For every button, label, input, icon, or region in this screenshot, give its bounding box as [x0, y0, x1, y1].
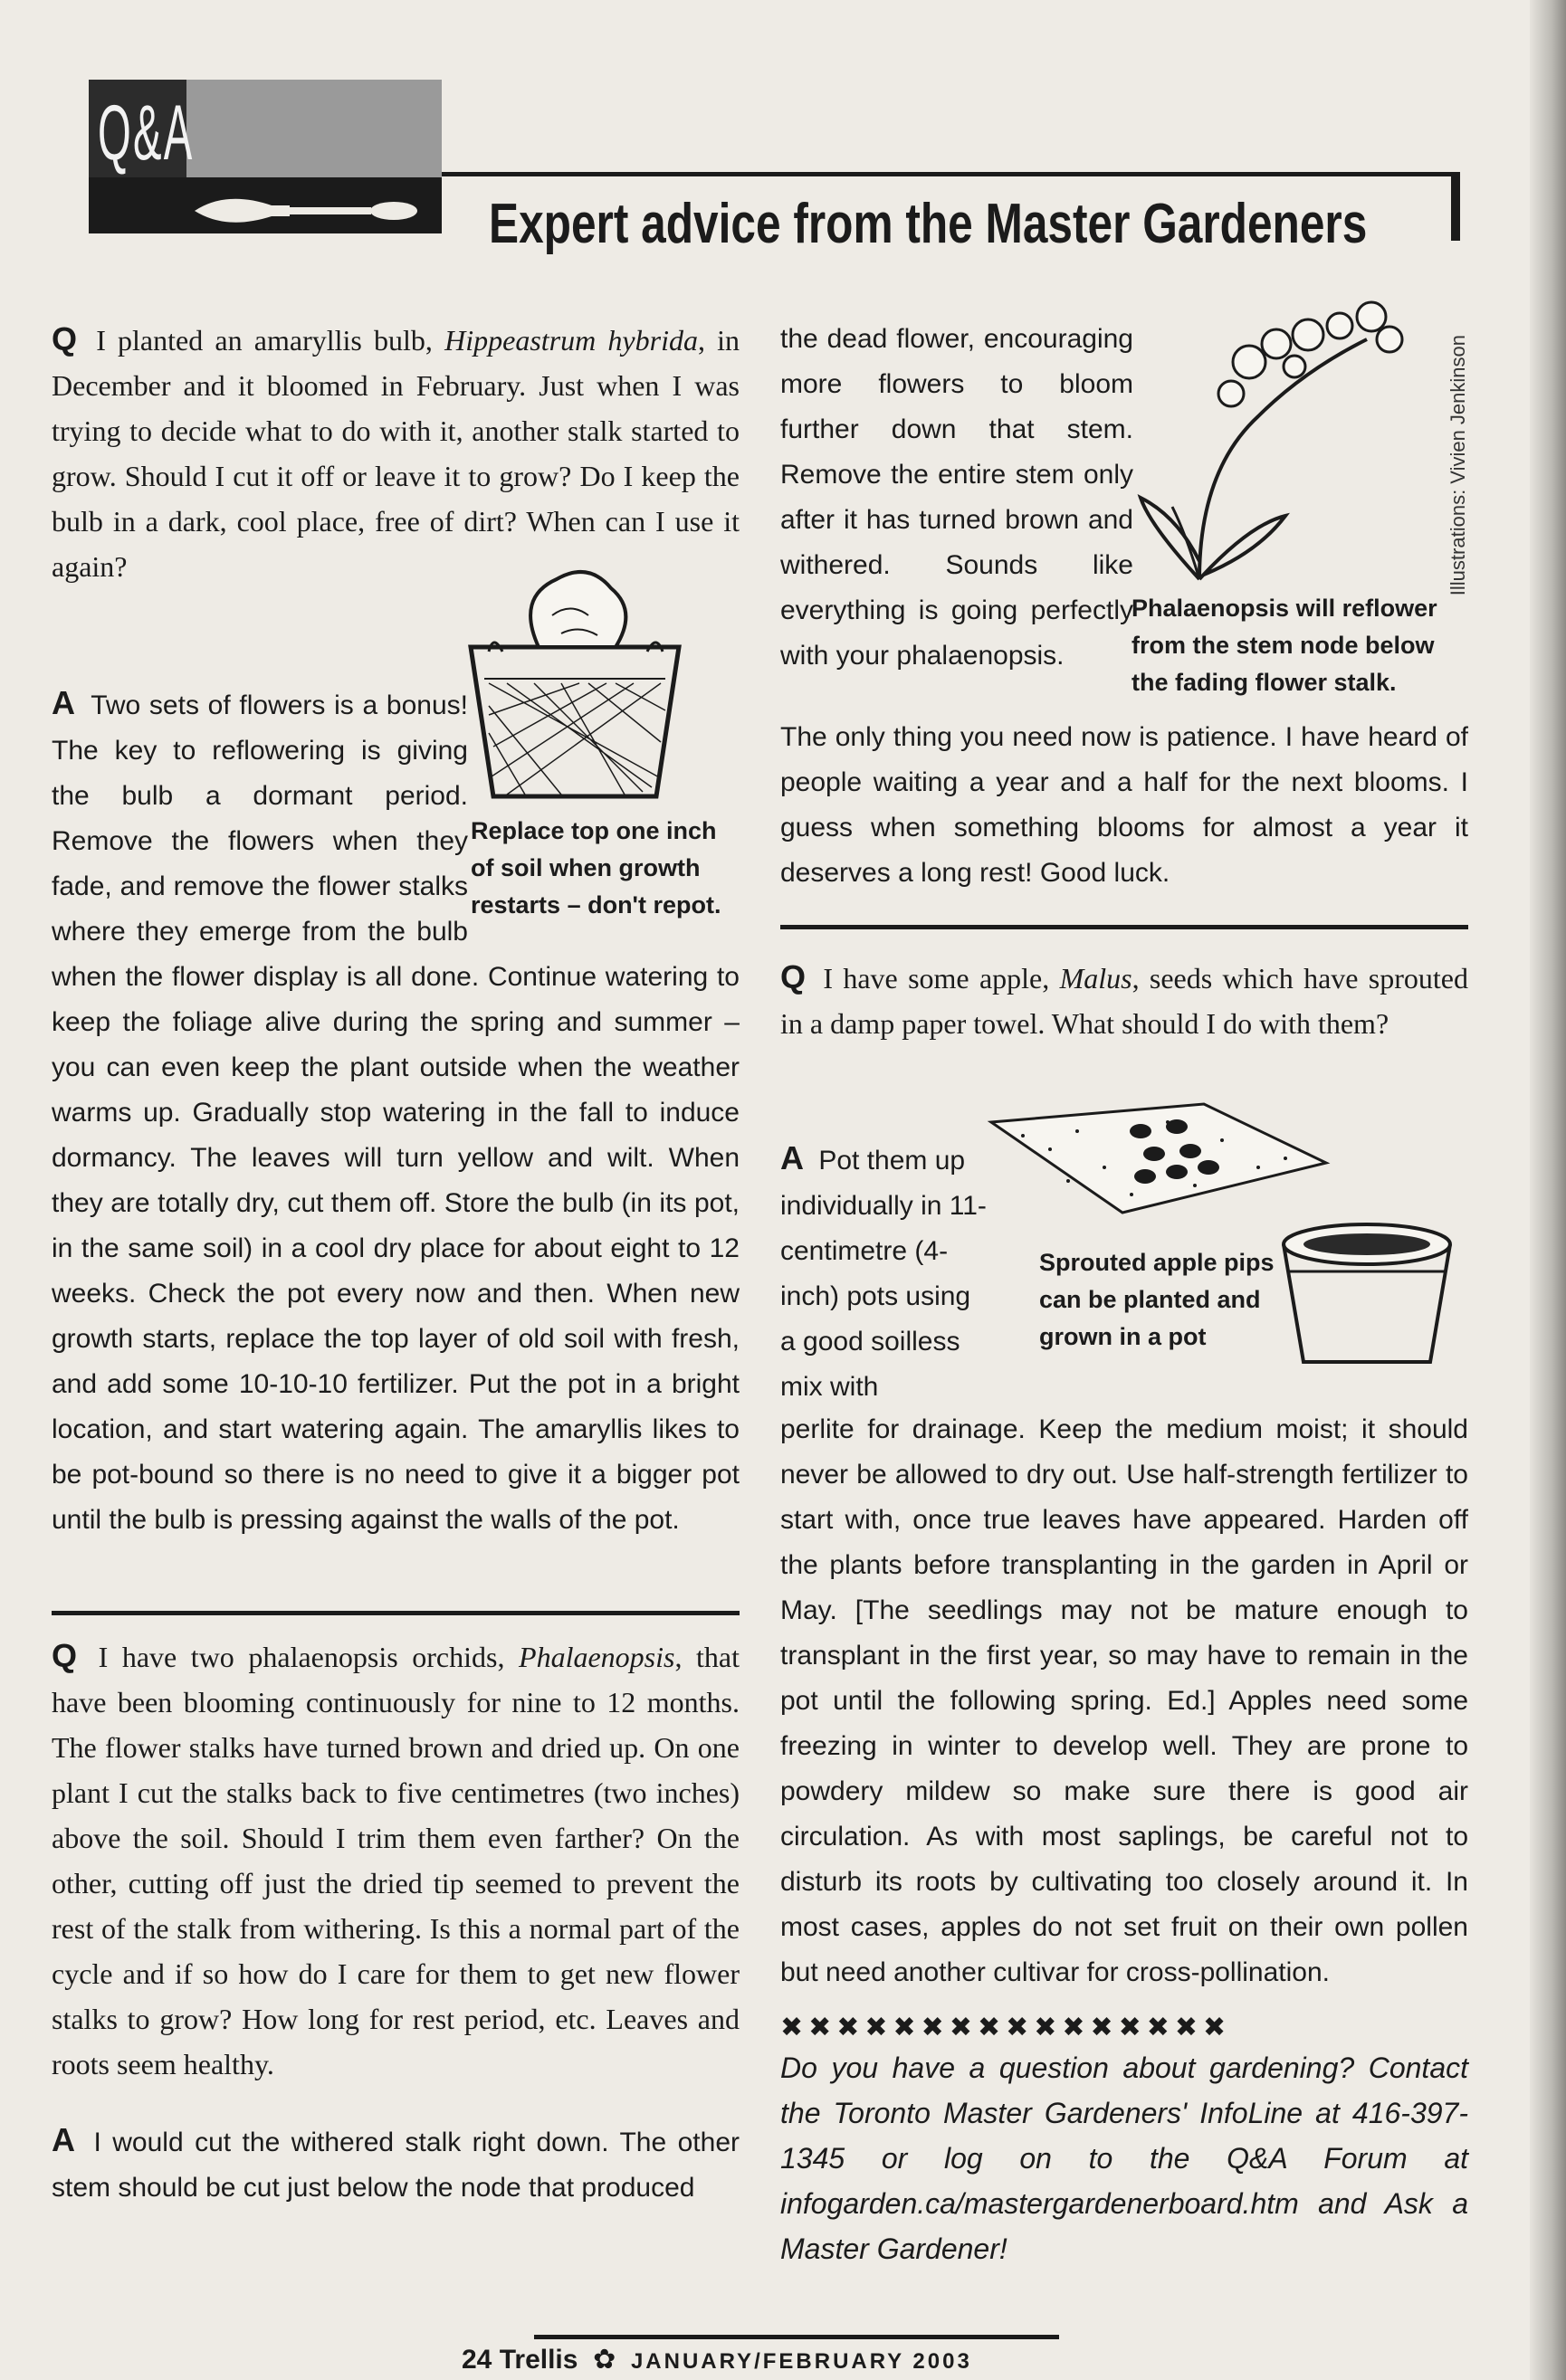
question-2-label: Q [52, 1637, 78, 1674]
question-2-block [52, 1633, 740, 2211]
question-1-text-a: I planted an amaryllis bulb, [96, 324, 433, 357]
illustration-credit: Illustrations: Vivien Jenkinson [1447, 335, 1469, 596]
question-3-block [780, 955, 1468, 1046]
ornament-row: ✖✖✖✖✖✖✖✖✖✖✖✖✖✖✖✖ [780, 2012, 1232, 2043]
question-3-text-b: , seeds which have sprouted in a damp paper towel. What should I do with them? [780, 962, 1468, 1040]
answer-2-label: A [52, 2121, 75, 2158]
answer-3-text-2: perlite for drainage. Keep the medium moist; it should never be allowed to dry out. Use half-strength fertilizer to start with, once true leaves have appeared. Harden off the plants before transplanting in the garden in April or May. [The seedlings may not be mature enough to transplant in the first year, so may have to remain in the pot until the following spring. Ed.] Apples need some freezing in winter to develop well. They are prone to powdery mildew so make sure there is good air circulation. As with most saplings, be careful not to disturb its roots by cultivating too closely around it. In most cases, apples do not set fruit on their own pollen but need another cultivar for cross-pollination. [780, 1414, 1468, 1987]
question-1-label: Q [52, 320, 78, 357]
divider-right [780, 925, 1468, 929]
qa-badge-label: Q&A [98, 90, 195, 176]
answer-1-label: A [52, 684, 75, 721]
answer-3-continued [780, 1407, 1468, 1995]
answer-3-text-1: Pot them up individually in 11-centimetre (4-inch) pots using a good soilless mix with [780, 1146, 987, 1402]
trowel-icon [190, 186, 425, 235]
pot-illustration [1276, 1217, 1457, 1371]
answer-1-text: Two sets of flowers is a bonus! The key to reflowering is giving the bulb a dormant period. Remove the flowers when they fade, and remove the flower stalks where they emerge from the bulb when the flower display is all done. Continue watering to keep the foliage alive during the spring and summer – you can even keep the plant outside when the weather warms up. Gradually stop watering in the fall to induce dormancy. The leaves will turn yellow and wilt. When they are totally dry, cut them off. Store the bulb (in its pot, in the same soil) in a cool dry place for about eight to 12 weeks. Check the pot every now and then. When new growth starts, replace the top layer of old soil with fresh, and add some 10-10-10 fertilizer. Put the pot in a bright location, and start watering again. The amaryllis likes to be pot-bound so there is no need to give it a bigger pot until the bulb is pressing against the walls of the pot. [52, 690, 740, 1535]
page-number: 24 [462, 2345, 492, 2375]
answer-1-block [52, 681, 740, 1543]
paper-towel-seeds-illustration [987, 1095, 1331, 1222]
page-spine-shadow [1530, 0, 1566, 2380]
question-2 [52, 1633, 740, 2087]
amaryllis-caption: Replace top one inch of soil when growth restarts – don't repot. [471, 817, 721, 919]
closing-invitation: Do you have a question about gardening? Contact the Toronto Master Gardeners' InfoLine at 416-397-1345 or log on to the Q&A Forum at infogarden.ca/mastergardenerboard.htm and Ask a Master Gardener! [780, 2052, 1468, 2265]
apple-caption: Sprouted apple pips can be planted and grown in a pot [1039, 1249, 1275, 1350]
leaf-icon: ✿ [585, 2345, 624, 2375]
answer-3-label: A [780, 1139, 804, 1176]
divider-left [52, 1611, 740, 1615]
answer-3-start [780, 1136, 988, 1410]
answer-2-left-text: I would cut the withered stalk right down. The other stem should be cut just below the node that produced [52, 2128, 740, 2203]
question-2-text-a: I have two phalaenopsis orchids, [98, 1641, 505, 1673]
magazine-name: Trellis [499, 2345, 578, 2375]
header-rule-end [1451, 172, 1460, 241]
issue-date: JANUARY/FEBRUARY 2003 [630, 2349, 972, 2374]
question-1-species: Hippeastrum hybrida [444, 324, 698, 357]
question-3-label: Q [780, 958, 807, 995]
header-rule [442, 172, 1460, 176]
question-3-species: Malus [1059, 962, 1132, 995]
question-1-text-b: , in December and it bloomed in February. Just when I was trying to decide what to do with it, another stalk started to grow. Should I cut it off or leave it to grow? Do I keep the bulb in a dark, cool place, free of dirt? When can I use it again? [52, 324, 740, 583]
answer-2-right-text-1: the dead flower, encouraging more flowers to bloom further down that stem. Remove the entire stem only after it has turned brown and withered. Sounds like everything is going perfectly with your phalaenopsis. [780, 324, 1133, 671]
question-2-text-b: , that have been blooming continuously for nine to 12 months. The flower stalks have turned brown and dried up. On one plant I cut the stalks back to five centimetres (two inches) above the soil. Should I trim them even farther? On the other, cutting off just the dried tip seemed to prevent the rest of the stalk from withering. Is this a normal part of the cycle and if so how do I care for them to get new flower stalks to grow? How long for rest period, etc. Leaves and roots seem healthy. [52, 1641, 740, 2080]
question-2-species: Phalaenopsis [519, 1641, 675, 1673]
question-1 [52, 317, 740, 589]
orchid-illustration [1113, 290, 1421, 588]
answer-2-start [52, 2118, 740, 2211]
orchid-caption: Phalaenopsis will reflower from the stem node below the fading flower stalk. [1132, 595, 1437, 696]
answer-2-right-text-2: The only thing you need now is patience. I have heard of people waiting a year and a half for the next blooms. I guess when something blooms for almost a year it deserves a long rest! Good luck. [780, 722, 1468, 888]
answer-3-block [780, 1136, 988, 1410]
footer [462, 2344, 972, 2375]
amaryllis-pot-illustration [453, 561, 697, 805]
footer-rule [534, 2335, 1059, 2339]
question-3-text-a: I have some apple, [823, 962, 1050, 995]
page-title: Expert advice from the Master Gardeners [489, 193, 1368, 255]
question-3 [780, 955, 1468, 1046]
